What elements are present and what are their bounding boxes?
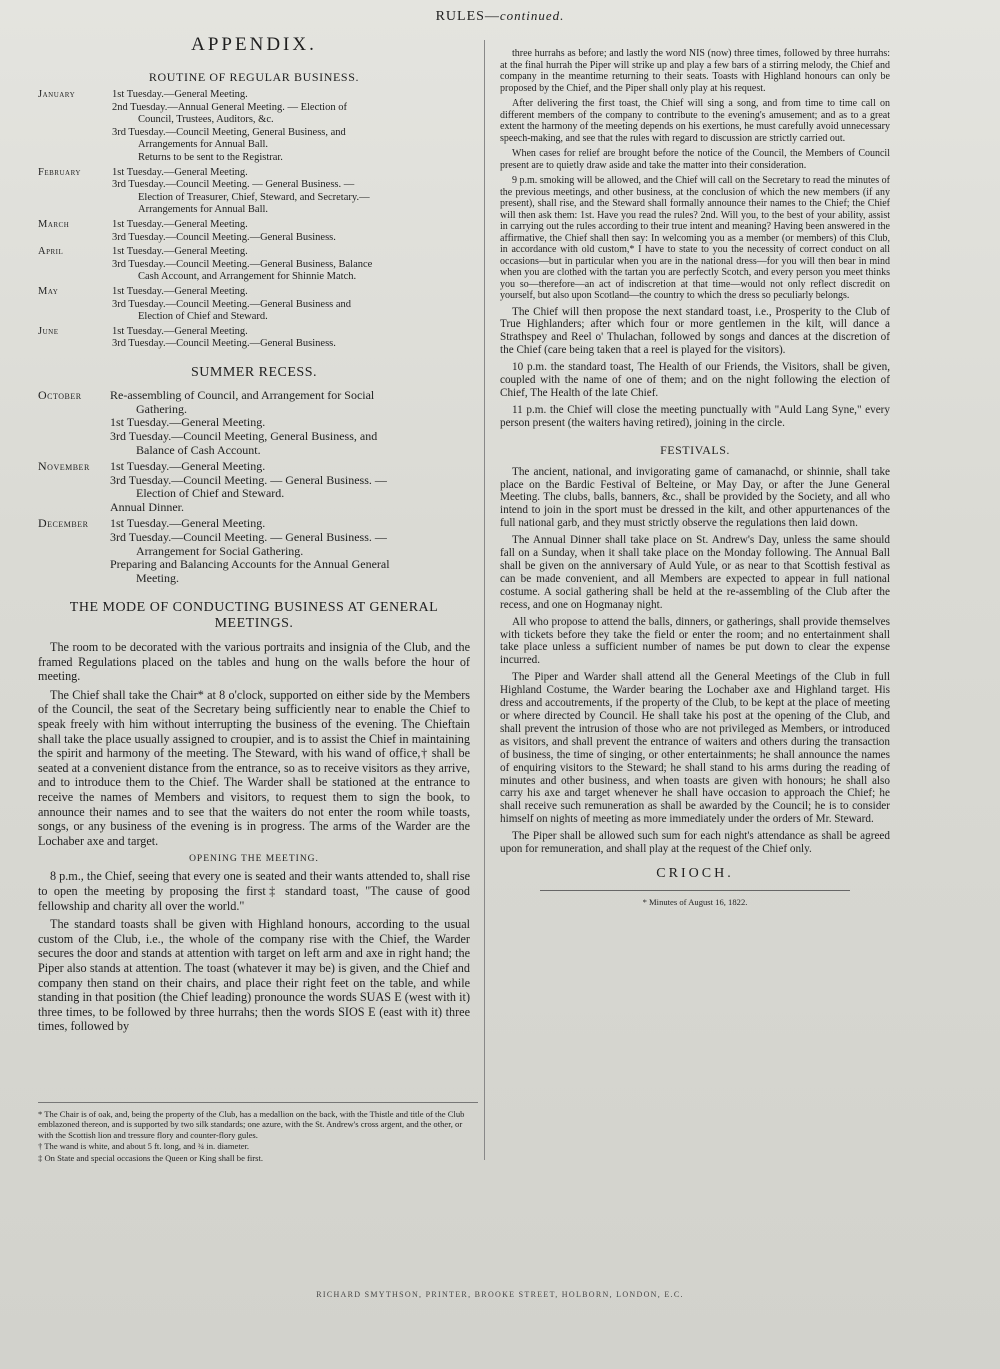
- month-name: March: [38, 218, 70, 230]
- festivals-paragraph: The Piper and Warder shall attend all the General Meetings of the Club in full Highland Costume, the Warder bearing the Lochaber axe and Highland target. His dress and accoutrements, if the property of the Club, to be kept at the place of meeting or where directed by Council. He shall take his post at the opening of the Club, and shall prevent the intrusion of those who are not privileged as Members, or introduced as visitors, and shall prevent the entrance of waiters and others during the transaction of business, the time of singing, or other entertainments; he shall announce the names of enquiring visitors to the Steward; he shall stand to his arms during the reading of minutes and other business, and when toasts are given with honours; he shall also carry his axe and target whenever he shall have occasion to approach the Chief; he shall receive such remuneration as shall be awarded by the Council; he is to consider himself on nights of meeting as more immediately under the orders of Mr. Steward.: [500, 671, 890, 826]
- month-lines: [112, 89, 470, 165]
- column-divider: [484, 40, 485, 1160]
- opening-paragraph: 8 p.m., the Chief, seeing that every one is seated and their wants attended to, shall rise to open the meeting by proposing the first‡ standard toast, "The cause of good fellowship and charity all over the world.": [38, 869, 470, 913]
- business-line: 3rd Tuesday.—Council Meeting. — General Business. —: [110, 529, 387, 544]
- month-lines: [110, 460, 470, 515]
- rules-paragraph: The Chief will then propose the next standard toast, i.e., Prosperity to the Club of True Highlanders; after which four or more gentlemen in the kilt, will dance a Strathspey and Reel o' Thulachan, followed by songs and dances at the discretion of the Chief (care being taken that a reel is played for the visitors).: [500, 305, 890, 357]
- routine-title: ROUTINE OF REGULAR BUSINESS.: [148, 70, 360, 84]
- recess-title: SUMMER RECESS.: [190, 364, 318, 380]
- festivals-paragraph: The ancient, national, and invigorating game of camanachd, or shinnie, shall take place on the Bardic Festival of Belteine, or May Day, or after the June General Meeting. The clubs, balls, banners, &c., shall be provided by the Society, and all who intend to join in the sport must be dressed in the kilt, and other appurtenances of the full national garb, and they must strictly observe the regulations then laid down.: [500, 465, 890, 530]
- festivals-paragraph: The Annual Dinner shall take place on St. Andrew's Day, unless the same should fall on a Sunday, when it shall take place on the Monday following. The Annual Ball shall be given on the anniversary of Auld Yule, or as near to that Scottish festival as can be made convenient, and all Members are expected to appear in full national costume. A social gathering shall be held at the re-assembling of the Club after the recess, and one on Hogmanay night.: [500, 534, 890, 611]
- business-line: 1st Tuesday.—General Meeting.: [112, 89, 248, 100]
- month-lines: [110, 389, 470, 458]
- business-line: Gathering.: [136, 401, 187, 416]
- month-entry: [38, 167, 470, 217]
- minutes-rule: [540, 890, 850, 891]
- business-line: Re-assembling of Council, and Arrangement for Social: [110, 387, 375, 402]
- month-entry: [38, 389, 470, 458]
- business-line: Meeting.: [136, 571, 179, 586]
- business-line: Balance of Cash Account.: [136, 443, 261, 458]
- month-entry: [38, 89, 470, 165]
- rules-paragraph: 11 p.m. the Chief will close the meeting punctually with "Auld Lang Syne," every person present (the waiters having retired), joining in the circle.: [500, 403, 890, 429]
- month-name: April: [38, 246, 64, 258]
- festivals-paragraph: The Piper shall be allowed such sum for each night's attendance as shall be agreed upon for remuneration, and shall play at the request of the Chief only.: [500, 830, 890, 856]
- business-line: Preparing and Balancing Accounts for the Annual General: [110, 557, 390, 572]
- month-lines: [112, 167, 470, 217]
- month-lines: [112, 219, 470, 244]
- business-line: Council, Trustees, Auditors, &c.: [138, 114, 274, 126]
- business-line: Annual Dinner.: [110, 500, 184, 515]
- rules-paragraph: 10 p.m. the standard toast, The Health of our Friends, the Visitors, shall be given, coupled with the name of one of them; and on the night following the election of Chief, The Health of the late Chief.: [500, 361, 890, 399]
- printer-imprint: RICHARD SMYTHSON, PRINTER, BROOKE STREET, HOLBORN, LONDON, E.C.: [316, 1290, 684, 1299]
- month-entry: [38, 286, 470, 324]
- running-head: [0, 8, 1000, 25]
- routine-list: [38, 89, 470, 351]
- festivals-title: FESTIVALS.: [660, 442, 730, 457]
- month-entry: [38, 517, 470, 586]
- rules-paragraph: 9 p.m. smoking will be allowed, and the Chief will call on the Secretary to read the minutes of the previous meetings, and other business, at the conclusion of which the new members (if any present), shall rise, and the Steward shall formally announce their names to the Chief; the Chief will then ask them: 1st. Have you read the rules? 2nd. Will you, to the best of your ability, assist in carrying out the rules according to their true intent and meaning? Having been answered in the affirmative, the Chief shall then say: In welcoming you as a member (or members) of this Club, in accordance with old custom,* I have to state to you the necessity of correct conduct on all occasions—but in particular when you are in the national dress—for you will then bear in mind when you are clothed with the tartan you are perfectly Scotch, and every person you meet thinks you so—therefore—an act of indiscretion at that time—would not only reflect discredit on yourself, but also upon Scotland—the country to which the dress so peculiarly belongs.: [500, 175, 890, 301]
- month-name: February: [38, 166, 81, 178]
- business-line: 3rd Tuesday.—Council Meeting.—General Business.: [112, 231, 336, 243]
- business-line: 1st Tuesday.—General Meeting.: [112, 166, 248, 178]
- recess-list: [38, 389, 470, 586]
- right-column: [500, 48, 890, 907]
- mode-title: THE MODE OF CONDUCTING BUSINESS AT GENERAL MEETINGS.: [69, 600, 439, 632]
- business-line: 1st Tuesday.—General Meeting.: [110, 415, 266, 430]
- business-line: 1st Tuesday.—General Meeting.: [112, 218, 248, 230]
- month-name: December: [38, 516, 89, 531]
- opening-paragraph: The standard toasts shall be given with Highland honours, according to the usual custom of the Club, i.e., the whole of the company rise with the Chief, the Warder secures the door and stands at attention with target on left arm and axe in right hand; the Piper also stands at attention. The toast (whatever it may be) is given, and the Chief and company then stand on their chairs, and place their right feet on the table, and while standing in that position (the Chief leading) pronounce the words SUAS E (west with it) three times, to be followed by three hurrahs; then the words SIOS E (east with it) three times, followed by: [38, 917, 470, 1034]
- business-line: 3rd Tuesday.—Council Meeting. — General Business. —: [110, 472, 387, 487]
- footnotes: [38, 1102, 478, 1164]
- month-name: January: [38, 89, 76, 100]
- crioch-heading: CRIOCH.: [656, 865, 734, 881]
- business-line: 1st Tuesday.—General Meeting.: [112, 246, 248, 258]
- minutes-note: * Minutes of August 16, 1822.: [642, 896, 748, 907]
- business-line: Cash Account, and Arrangement for Shinnie Match.: [138, 271, 357, 283]
- business-line: Election of Treasurer, Chief, Steward, and Secretary.—: [138, 191, 370, 203]
- footnote: † The wand is white, and about 5 ft. long, and ¾ in. diameter.: [38, 1141, 250, 1152]
- month-entry: [38, 326, 470, 351]
- business-line: 3rd Tuesday.—Council Meeting.—General Business, Balance: [112, 258, 373, 270]
- appendix-title: APPENDIX.: [191, 34, 317, 55]
- month-lines: [110, 517, 470, 586]
- mode-paragraph: The room to be decorated with the various portraits and insignia of the Club, and the framed Regulations placed on the tables and hung on the walls before the hour of meeting.: [38, 640, 470, 684]
- month-lines: [112, 246, 470, 284]
- business-line: 3rd Tuesday.—Council Meeting.—General Business and: [112, 298, 352, 310]
- business-line: 1st Tuesday.—General Meeting.: [112, 325, 248, 337]
- business-line: Election of Chief and Steward.: [136, 486, 285, 501]
- business-line: 2nd Tuesday.—Annual General Meeting. — Election of: [112, 101, 347, 113]
- business-line: 3rd Tuesday.—Council Meeting, General Business, and: [110, 429, 378, 444]
- business-line: 3rd Tuesday.—Council Meeting. — General Business. —: [112, 179, 355, 191]
- month-name: June: [38, 325, 59, 337]
- month-name: October: [38, 387, 82, 402]
- month-entry: [38, 460, 470, 515]
- month-name: May: [38, 285, 59, 297]
- running-head-text: RULES—: [435, 9, 500, 24]
- business-line: 1st Tuesday.—General Meeting.: [110, 516, 266, 531]
- rules-paragraph: When cases for relief are brought before the notice of the Council, the Members of Council present are to quietly draw aside and take the matter into their consideration.: [500, 148, 890, 171]
- footnote: * The Chair is of oak, and, being the property of the Club, has a medallion on the back, with the Thistle and title of the Club emblazoned thereon, and is supported by two silk standards; one azure, with the St. Andrew's cross argent, and the other, or with the Scottish lion and tressure flory and counter-flory gules.: [38, 1109, 465, 1140]
- business-line: Arrangement for Social Gathering.: [136, 543, 304, 558]
- month-entry: [38, 219, 470, 244]
- business-line: Arrangements for Annual Ball.: [138, 204, 269, 216]
- mode-paragraph: The Chief shall take the Chair* at 8 o'clock, supported on either side by the Members of the Council, the seat of the Secretary being sufficiently near to enable the Chief to speak freely with him without interrupting the business of the evening. The Chieftain shall take the place usually assigned to croupier, and is to assist the Chief in maintaining the spirit and harmony of the meeting. The Steward, with his wand of office,† shall be seated at a convenient distance from the entrance, so as to receive visitors as they arrive, and to introduce them to the Chief. The Warder shall be stationed at the entrance to receive the names of Members and visitors, to request them to sign the book, to announce their names and to see that the waiters do not enter the room while toasts, songs, or any business of the evening is in progress. The arms of the Warder are the Lochaber axe and target.: [38, 687, 470, 848]
- footnote: ‡ On State and special occasions the Queen or King shall be first.: [38, 1152, 264, 1163]
- business-line: Returns to be sent to the Registrar.: [138, 151, 283, 163]
- left-column: [38, 34, 470, 1038]
- rules-paragraph: After delivering the first toast, the Chief will sing a song, and from time to time call on different members of the company to contribute to the evening's amusement; and as to a great extent the harmony of the meeting depends on his exertions, he must carefully avoid unnecessary speech-making, and see that the rules with regard to discussion are strictly carried out.: [500, 98, 890, 144]
- running-head-italic: continued.: [499, 8, 565, 23]
- opening-title: OPENING THE MEETING.: [189, 854, 319, 865]
- month-name: November: [38, 458, 90, 473]
- business-line: Arrangements for Annual Ball.: [138, 139, 269, 151]
- rules-paragraph: three hurrahs as before; and lastly the word NIS (now) three times, followed by three hurrahs: at the final hurrah the Piper will strike up and play a few bars of a stirring melody, the Chief and company in the meantime returning to their seats. Toasts with Highland honours can only be proposed by the Chief, and the Piper shall only play at his request.: [500, 48, 890, 94]
- month-entry: [38, 246, 470, 284]
- month-lines: [112, 326, 470, 351]
- business-line: 1st Tuesday.—General Meeting.: [110, 458, 266, 473]
- business-line: Election of Chief and Steward.: [138, 311, 268, 323]
- festivals-paragraph: All who propose to attend the balls, dinners, or gatherings, shall provide themselves with tickets before they take the field or enter the room; and no entertainment shall take place unless a sufficient number of names be put down to clear the expense incurred.: [500, 615, 890, 667]
- business-line: 3rd Tuesday.—Council Meeting.—General Business.: [112, 338, 336, 350]
- business-line: 3rd Tuesday.—Council Meeting, General Business, and: [112, 126, 346, 138]
- month-lines: [112, 286, 470, 324]
- business-line: 1st Tuesday.—General Meeting.: [112, 285, 248, 297]
